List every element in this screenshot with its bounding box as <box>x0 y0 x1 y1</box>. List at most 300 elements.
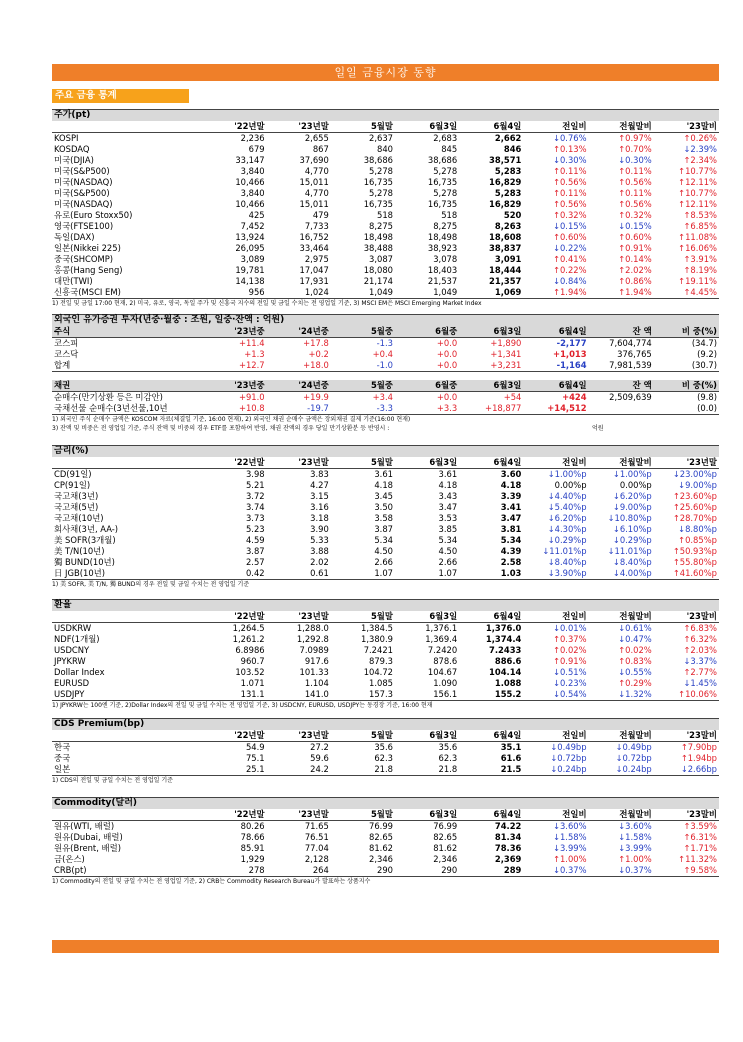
value-cell: 61.6 <box>500 753 522 763</box>
value-cell: 16,735 <box>363 199 393 209</box>
rates-section <box>52 445 719 589</box>
value-cell: 141.0 <box>267 689 331 701</box>
stocks-table <box>52 121 719 299</box>
value-cell: +3.4 <box>372 392 393 402</box>
row-label: 원유(Brent, 배럴) <box>54 843 121 853</box>
header-cell: 6월3일 <box>395 809 459 821</box>
foreign-title: 외국인 유가증권 투자(년중·월중 : 조원, 일중·잔액 : 억원) <box>52 314 719 326</box>
table-row <box>52 843 719 854</box>
table-row <box>52 144 719 155</box>
footer-bar <box>52 940 719 953</box>
value-cell: 76.99 <box>433 821 458 831</box>
cds-title: CDS Premium(bp) <box>52 718 719 730</box>
table-row <box>52 821 719 833</box>
value-cell: 0.42 <box>202 568 266 580</box>
change-cell: ↑0.11% <box>552 188 587 198</box>
header-cell: '22년말 <box>202 121 266 133</box>
table-row <box>52 623 719 635</box>
change-cell: ↑0.14% <box>618 254 652 264</box>
change-cell: ↑0.13% <box>552 144 587 154</box>
value-cell: 35.1 <box>500 742 522 752</box>
row-label: 미국(S&P500) <box>54 166 110 176</box>
value-cell: 101.33 <box>299 667 329 677</box>
value-cell: 2,655 <box>304 133 329 143</box>
header-cell: '22년말 <box>202 730 266 742</box>
table-row <box>52 403 719 415</box>
value-cell: 16,752 <box>299 232 329 242</box>
row-label: 원유(Dubai, 배럴) <box>54 832 123 842</box>
change-cell: ↑0.91% <box>618 243 652 253</box>
value-cell: 3.72 <box>245 491 265 501</box>
value-cell: 1.07 <box>331 568 395 580</box>
value-cell: 21.5 <box>459 764 523 776</box>
change-cell: ↓3.99% <box>618 843 652 853</box>
value-cell: 19,781 <box>235 265 265 275</box>
value-cell: 38,488 <box>363 243 393 253</box>
value-cell: 867 <box>312 144 329 154</box>
value-cell: 2.58 <box>500 557 522 567</box>
value-cell: 1,264.5 <box>232 623 265 633</box>
value-cell: -2,177 <box>556 338 587 348</box>
value-cell: 13,924 <box>235 232 265 242</box>
change-cell: ↑19.11% <box>678 276 717 286</box>
value-cell: 8,263 <box>494 221 522 231</box>
header-cell: 전일비 <box>523 457 588 469</box>
value-cell: -1,164 <box>523 360 588 372</box>
table-row <box>52 742 719 754</box>
change-cell: ↓1.58% <box>552 832 587 842</box>
header-cell: 6월3일 <box>395 121 459 133</box>
value-cell: 5,278 <box>369 188 393 198</box>
value-cell: 16,735 <box>427 177 458 187</box>
change-cell: ↑0.60% <box>552 232 587 242</box>
value-cell: 77.04 <box>304 843 329 853</box>
value-cell: 1.090 <box>433 678 458 688</box>
value-cell: 3.83 <box>310 469 329 479</box>
value-cell: 956 <box>202 287 266 299</box>
value-cell: 104.72 <box>363 667 393 677</box>
cds-section <box>52 718 719 785</box>
header-cell: 5월중 <box>331 326 395 338</box>
header-cell: 6월중 <box>395 326 459 338</box>
value-cell: 7.0989 <box>299 645 329 655</box>
change-cell: ↑0.26% <box>683 133 717 143</box>
header-cell: '22년말 <box>202 611 266 623</box>
header-cell: '23말비 <box>654 611 719 623</box>
value-cell: 5,278 <box>433 166 458 176</box>
value-cell: 1,374.4 <box>485 634 522 644</box>
value-cell: +1,013 <box>553 349 587 359</box>
value-cell: (9.8) <box>697 392 717 402</box>
table-row <box>52 502 719 513</box>
change-cell: ↑41.60%p <box>654 568 719 580</box>
value-cell: 2,637 <box>369 133 393 143</box>
change-cell: ↓4.30%p <box>547 524 587 534</box>
change-cell: ↓9.00%p <box>678 480 717 490</box>
value-cell: 3,087 <box>369 254 393 264</box>
header-cell: 6월4일 <box>523 326 588 338</box>
value-cell: 289 <box>459 865 523 877</box>
row-label: 미국(S&P500) <box>54 188 110 198</box>
value-cell: 6.8986 <box>235 645 265 655</box>
change-cell: ↑0.22% <box>552 265 587 275</box>
change-cell: ↓0.24bp <box>589 764 654 776</box>
header-cell: '23말비 <box>654 121 719 133</box>
fx-table <box>52 611 719 701</box>
table-row <box>52 360 719 372</box>
rates-table <box>52 457 719 580</box>
value-cell: 3.47 <box>438 502 458 512</box>
value-cell: 15,011 <box>299 177 329 187</box>
value-cell: +12.7 <box>202 360 266 372</box>
header-cell: '22년말 <box>202 809 266 821</box>
value-cell: +0.0 <box>436 349 458 359</box>
value-cell: +91.0 <box>238 392 265 402</box>
value-cell: 62.3 <box>438 753 458 763</box>
value-cell: 10,466 <box>235 177 265 187</box>
value-cell: 82.65 <box>433 832 458 842</box>
header-cell: 6월4일 <box>459 457 523 469</box>
value-cell: 4,770 <box>304 166 329 176</box>
value-cell: -1.3 <box>376 338 393 348</box>
change-cell: ↓0.37% <box>589 865 654 877</box>
value-cell: 76.51 <box>304 832 329 842</box>
header-cell: 5월중 <box>331 380 395 392</box>
commodity-note: 1) Commodity의 전일 및 금일 수치는 전 영업일 기준, 2) CRB는 Commodity Research Bureau가 발표하는 상품지수 <box>52 878 371 885</box>
row-label: USDKRW <box>54 623 92 633</box>
change-cell: 0.00%p <box>554 480 587 490</box>
table-row <box>52 546 719 557</box>
value-cell: 2.66 <box>374 557 393 567</box>
value-cell: +11.4 <box>238 338 265 348</box>
value-cell: 18,608 <box>489 232 522 242</box>
value-cell: 7.2421 <box>363 645 393 655</box>
header-cell: 전월말비 <box>589 611 654 623</box>
row-label: 유로(Euro Stoxx50) <box>54 210 133 220</box>
value-cell: (9.2) <box>697 349 717 359</box>
value-cell: 3.73 <box>245 513 265 523</box>
value-cell: 7,452 <box>240 221 265 231</box>
header-cell: '23년말 <box>267 809 331 821</box>
value-cell: 81.62 <box>369 843 393 853</box>
value-cell: 5,283 <box>494 188 522 198</box>
value-cell: 21.8 <box>395 764 459 776</box>
change-cell: ↑0.56% <box>552 199 587 209</box>
value-cell: 5,283 <box>494 166 522 176</box>
change-cell: ↑0.02% <box>618 645 652 655</box>
value-cell: 520 <box>503 210 522 220</box>
change-cell: ↓0.15% <box>618 221 652 231</box>
change-cell: ↓0.30% <box>618 155 652 165</box>
header-row <box>52 809 719 821</box>
change-cell: ↑0.85%p <box>678 535 717 545</box>
value-cell: 1,024 <box>267 287 331 299</box>
value-cell: 3,091 <box>494 254 522 264</box>
value-cell: 2.66 <box>438 557 458 567</box>
change-cell: ↑6.31% <box>683 832 717 842</box>
value-cell: 4,770 <box>304 188 329 198</box>
value-cell: +14,512 <box>523 403 588 415</box>
table-row <box>52 188 719 199</box>
value-cell: 5.33 <box>310 535 329 545</box>
change-cell: ↑0.32% <box>552 210 587 220</box>
header-cell: 6월3일 <box>459 380 523 392</box>
value-cell: 917.6 <box>304 656 329 666</box>
value-cell: 4.59 <box>245 535 265 545</box>
change-cell: ↑1.94% <box>523 287 588 299</box>
value-cell: 3,840 <box>240 166 265 176</box>
value-cell: 26,095 <box>235 243 265 253</box>
value-cell: +0.0 <box>436 338 458 348</box>
value-cell: 1.07 <box>395 568 459 580</box>
value-cell: 3.74 <box>245 502 265 512</box>
change-cell: 0.00%p <box>619 480 652 490</box>
row-label: 중국 <box>54 753 71 763</box>
value-cell: 21,174 <box>363 276 393 286</box>
value-cell: 4.39 <box>500 546 522 556</box>
change-cell: ↑0.56% <box>618 177 652 187</box>
value-cell: 3.53 <box>438 513 458 523</box>
row-label: 美 T/N(10년) <box>54 546 105 556</box>
table-row <box>52 678 719 689</box>
value-cell: 1.088 <box>494 678 522 688</box>
value-cell: 3.60 <box>500 469 522 479</box>
value-cell: +54 <box>503 392 522 402</box>
change-cell: ↓0.49bp <box>615 742 652 752</box>
row-label: 국고채(5년) <box>54 502 99 512</box>
change-cell: ↑2.77% <box>683 667 717 677</box>
value-cell: 5.34 <box>438 535 458 545</box>
header-cell: 6월4일 <box>459 730 523 742</box>
value-cell: 27.2 <box>310 742 329 752</box>
table-row <box>52 469 719 481</box>
value-cell: +18.0 <box>267 360 331 372</box>
change-cell: ↑50.93%p <box>672 546 717 556</box>
change-cell: ↓0.61% <box>618 623 652 633</box>
table-row <box>52 155 719 166</box>
value-cell: 264 <box>267 865 331 877</box>
header-cell: 전일비 <box>523 730 588 742</box>
table-row <box>52 232 719 243</box>
value-cell: 21.8 <box>331 764 395 776</box>
change-cell: ↑12.11% <box>678 177 717 187</box>
value-cell: -1.0 <box>331 360 395 372</box>
change-cell: ↓2.39% <box>683 144 717 154</box>
value-cell: 18,444 <box>489 265 522 275</box>
row-label: NDF(1개월) <box>54 634 100 644</box>
rates-title: 금리(%) <box>52 445 719 457</box>
value-cell: 18,403 <box>427 265 458 275</box>
change-cell: ↓0.51% <box>552 667 587 677</box>
change-cell: ↑8.19% <box>683 265 717 275</box>
value-cell: 78.36 <box>494 843 522 853</box>
row-label: 신흥국(MSCI EM) <box>52 287 202 299</box>
change-cell: ↓2.66bp <box>654 764 719 776</box>
change-cell: ↓10.80%p <box>607 513 652 523</box>
change-cell: ↓8.80%p <box>678 524 717 534</box>
table-row <box>52 133 719 145</box>
change-cell: ↓8.40%p <box>547 557 587 567</box>
value-cell: 5.34 <box>374 535 393 545</box>
header-cell: '23년말 <box>267 611 331 623</box>
change-cell: ↑7.90bp <box>680 742 717 752</box>
change-cell: ↑6.83% <box>683 623 717 633</box>
table-row <box>52 832 719 843</box>
value-cell: -3.3 <box>331 403 395 415</box>
header-cell: '23년중 <box>202 326 266 338</box>
change-cell: ↑3.91% <box>683 254 717 264</box>
table-row <box>52 480 719 491</box>
table-row <box>52 513 719 524</box>
value-cell: 290 <box>331 865 395 877</box>
value-cell: 5.34 <box>500 535 522 545</box>
change-cell: ↓0.29%p <box>547 535 587 545</box>
foreign-bond-table <box>52 380 719 415</box>
stocks-note: 1) 전일 및 금일 17:00 현재, 2) 미국, 유로, 영국, 독일 주가 및 신흥국 지수의 전일 및 금일 수치는 전 영업일 기준, 3) MSCI EM은 MSCI Emerging Market Index <box>52 300 482 307</box>
change-cell: ↑4.45% <box>654 287 719 299</box>
value-cell: 104.67 <box>427 667 458 677</box>
change-cell: ↓6.20%p <box>612 491 652 501</box>
row-label: 국채선물 순매수(3년선물,10년 <box>52 403 202 415</box>
change-cell: ↑6.32% <box>683 634 717 644</box>
value-cell: 878.6 <box>433 656 458 666</box>
change-cell: ↓8.40%p <box>612 557 652 567</box>
cds-table <box>52 730 719 776</box>
change-cell: ↓11.01%p <box>542 546 587 556</box>
value-cell: 16,735 <box>427 199 458 209</box>
change-cell: ↑10.06% <box>654 689 719 701</box>
value-cell: 71.65 <box>304 821 329 831</box>
row-label: KOSDAQ <box>54 144 90 154</box>
table-row <box>52 254 719 265</box>
value-cell: 4.50 <box>438 546 458 556</box>
value-cell: 18,498 <box>363 232 393 242</box>
value-cell: 10,466 <box>235 199 265 209</box>
value-cell: 3.98 <box>245 469 265 479</box>
report-title: 일일 금융시장 동향 <box>52 64 719 81</box>
value-cell: 80.26 <box>240 821 265 831</box>
header-row <box>52 121 719 133</box>
value-cell: 1,292.8 <box>296 634 329 644</box>
value-cell: +0.0 <box>436 392 458 402</box>
value-cell: 2.02 <box>310 557 329 567</box>
value-cell: (34.7) <box>691 338 717 348</box>
table-row <box>52 865 719 877</box>
value-cell: +3.3 <box>395 403 459 415</box>
change-cell: ↑1.71% <box>683 843 717 853</box>
value-cell: 679 <box>248 144 265 154</box>
row-label: CD(91일) <box>54 469 92 479</box>
change-cell: ↑3.59% <box>683 821 717 831</box>
change-cell: ↓0.37% <box>523 865 588 877</box>
change-cell: ↓0.72bp <box>615 753 652 763</box>
header-cell: 비 중(%) <box>654 326 719 338</box>
row-label: JPYKRW <box>54 656 86 666</box>
value-cell: 21,357 <box>489 276 522 286</box>
header-cell: 6월4일 <box>523 380 588 392</box>
row-label: 순매수(만기상환 등은 미감안) <box>54 392 163 402</box>
header-cell-blank <box>52 611 202 623</box>
row-label: 獨 BUND(10년) <box>54 557 115 567</box>
foreign-note-2-unit: 억원 <box>592 425 604 432</box>
value-cell: 3.45 <box>374 491 393 501</box>
value-cell: 24.2 <box>267 764 331 776</box>
header-cell: '23년말 <box>267 121 331 133</box>
table-row <box>52 764 719 776</box>
row-label: USDJPY <box>52 689 202 701</box>
row-label: KOSPI <box>54 133 79 143</box>
value-cell: 1,049 <box>331 287 395 299</box>
value-cell: 38,837 <box>489 243 522 253</box>
change-cell: ↓4.40%p <box>547 491 587 501</box>
rates-note: 1) 美 SOFR, 美 T/N, 獨 BUND의 경우 전일 및 금일 수치는 전 영업일 기준 <box>52 581 250 588</box>
value-cell: 2,975 <box>304 254 329 264</box>
value-cell: 3.43 <box>438 491 458 501</box>
value-cell: 879.3 <box>369 656 393 666</box>
table-row <box>52 656 719 667</box>
value-cell: 3,078 <box>433 254 458 264</box>
row-label: USDCNY <box>54 645 90 655</box>
change-cell: ↓0.55% <box>618 667 652 677</box>
value-cell: 103.52 <box>235 667 265 677</box>
header-cell: 6월3일 <box>395 611 459 623</box>
value-cell: 4.18 <box>438 480 458 490</box>
value-cell: 38,571 <box>489 155 522 165</box>
value-cell: 3,089 <box>240 254 265 264</box>
change-cell: ↑0.11% <box>618 188 652 198</box>
table-row <box>52 854 719 865</box>
value-cell: +10.8 <box>202 403 266 415</box>
header-cell: '24년중 <box>267 380 331 392</box>
table-row <box>52 210 719 221</box>
change-cell: ↑0.32% <box>618 210 652 220</box>
table-row <box>52 667 719 678</box>
value-cell: (30.7) <box>654 360 719 372</box>
value-cell: 5,278 <box>433 188 458 198</box>
row-label: EURUSD <box>54 678 90 688</box>
value-cell: 846 <box>503 144 522 154</box>
value-cell: 5,278 <box>369 166 393 176</box>
value-cell: 81.34 <box>494 832 522 842</box>
table-row <box>52 535 719 546</box>
fx-title: 환율 <box>52 599 719 611</box>
change-cell: ↑1.00% <box>618 854 652 864</box>
value-cell: 2.57 <box>245 557 265 567</box>
change-cell: ↑10.77% <box>678 166 717 176</box>
header-cell: '23말비 <box>654 809 719 821</box>
change-cell: ↑0.29% <box>618 678 652 688</box>
foreign-section <box>52 314 719 433</box>
table-row <box>52 634 719 645</box>
value-cell: 3.18 <box>310 513 329 523</box>
value-cell: 156.1 <box>395 689 459 701</box>
header-cell: 5월말 <box>331 457 395 469</box>
header-cell: 6월3일 <box>395 457 459 469</box>
foreign-note-1: 1) 외국인 주식 순매수 금액은 KOSCOM 자료(체결일 기준, 16:00 현재), 2) 외국인 채권 순매수 금액은 장외채권 결제 기준(16:00 현재) <box>52 416 411 423</box>
value-cell: 425 <box>248 210 265 220</box>
value-cell: 1,069 <box>459 287 523 299</box>
change-cell: ↑0.70% <box>618 144 652 154</box>
table-row <box>52 689 719 701</box>
value-cell: (0.0) <box>654 403 719 415</box>
value-cell: 3.47 <box>500 513 522 523</box>
value-cell: 518 <box>377 210 393 220</box>
value-cell: 2,369 <box>494 854 522 864</box>
value-cell: 38,923 <box>427 243 458 253</box>
value-cell: 33,147 <box>235 155 265 165</box>
value-cell: 886.6 <box>494 656 522 666</box>
header-row <box>52 457 719 469</box>
